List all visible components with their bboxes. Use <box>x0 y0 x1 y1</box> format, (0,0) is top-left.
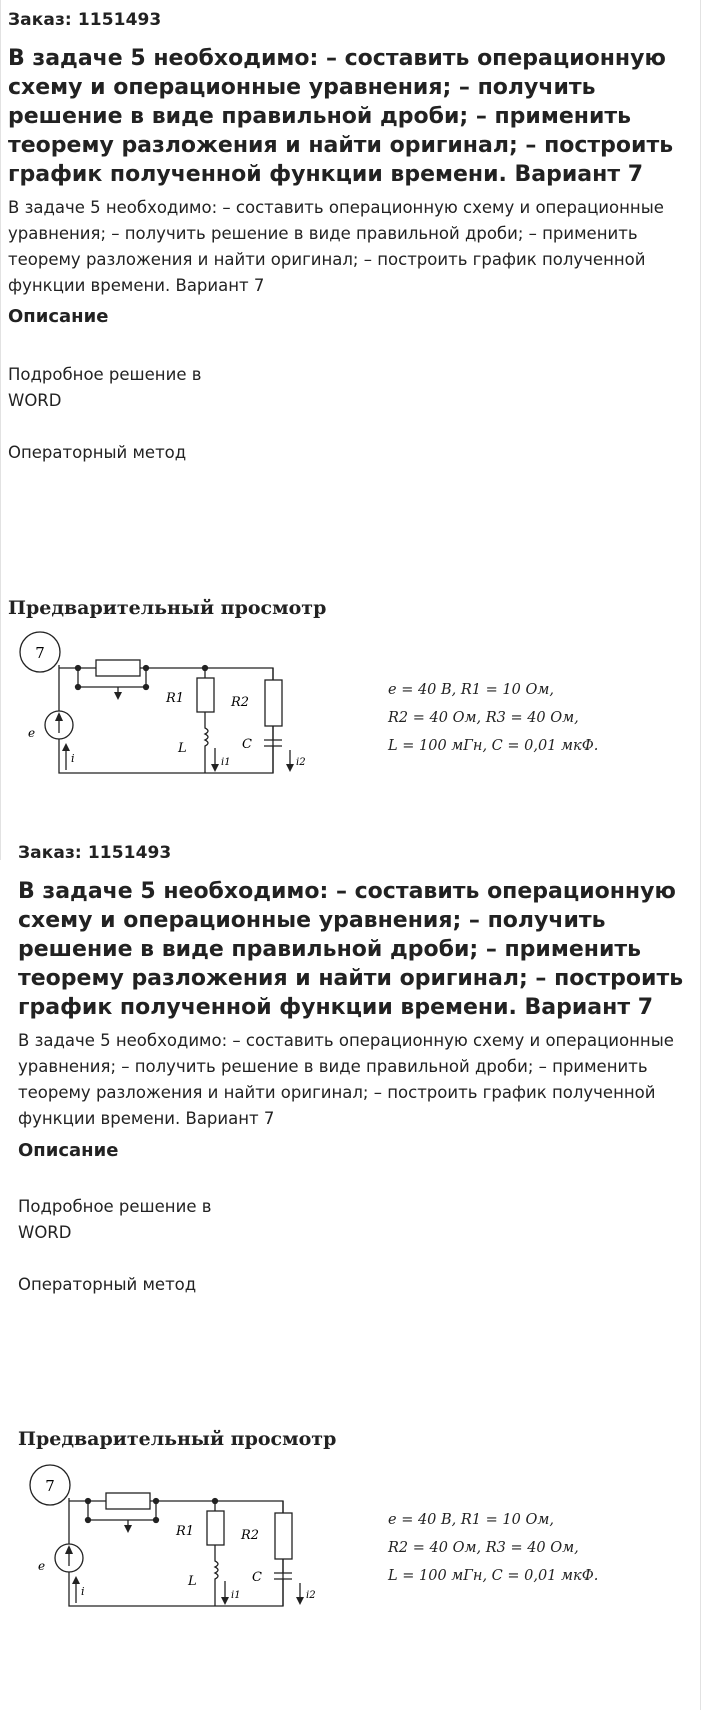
resistor-r1 <box>197 678 214 712</box>
resistor-r2 <box>275 1513 292 1559</box>
preview-heading: Предварительный просмотр <box>18 1428 337 1450</box>
resistor-r1 <box>207 1511 224 1545</box>
preview-heading: Предварительный просмотр <box>8 597 327 619</box>
section-heading-description: Описание <box>18 1140 119 1161</box>
resistor-r3 <box>96 660 140 676</box>
page-title: В задаче 5 необходимо: – составить операционную схему и операционные уравнения; – получить решение в виде правильной дроби; – применить теорему разложения и найти оригинал; – построить график полученной функции времени. Вариант 7 <box>8 46 674 187</box>
label-r1: R1 <box>166 691 185 706</box>
method-note: Операторный метод <box>18 1275 197 1294</box>
label-i1: i1 <box>221 757 231 768</box>
method-note: Операторный метод <box>8 443 187 462</box>
param-line: e = 40 В, R1 = 10 Ом, <box>388 1512 554 1528</box>
short-description: В задаче 5 необходимо: – составить операционную схему и операционные уравнения; – получить решение в виде правильной дроби; – применить теорему разложения и найти оригинал; – построить график полученной функции времени. Вариант 7 <box>18 1031 674 1128</box>
solution-note: Подробное решение в WORD <box>8 365 202 410</box>
product-card-2 <box>18 843 698 1132</box>
label-l: L <box>178 741 187 756</box>
circuit-diagram <box>26 1463 326 1613</box>
label-i2: i2 <box>306 1590 316 1601</box>
param-line: R2 = 40 Ом, R3 = 40 Ом, <box>388 1540 579 1556</box>
circuit-parameters <box>388 676 598 760</box>
page-title: В задаче 5 необходимо: – составить операционную схему и операционные уравнения; – получить решение в виде правильной дроби; – применить теорему разложения и найти оригинал; – построить график полученной функции времени. Вариант 7 <box>18 879 684 1020</box>
param-line: R2 = 40 Ом, R3 = 40 Ом, <box>388 710 579 726</box>
circuit-parameters <box>388 1506 598 1590</box>
resistor-r3 <box>106 1493 150 1509</box>
label-c: C <box>242 737 252 752</box>
variant-number: 7 <box>35 644 45 662</box>
label-l: L <box>188 1574 197 1589</box>
order-number: Заказ: 1151493 <box>8 10 162 30</box>
label-r1: R1 <box>176 1524 195 1539</box>
label-i: i <box>81 1585 85 1598</box>
label-i2: i2 <box>296 757 306 768</box>
product-card-1 <box>8 10 688 299</box>
param-line: L = 100 мГн, C = 0,01 мкФ. <box>388 738 599 754</box>
inductor-l <box>205 712 208 773</box>
param-line: e = 40 В, R1 = 10 Ом, <box>388 682 554 698</box>
label-e: e <box>28 726 36 740</box>
variant-number: 7 <box>45 1477 55 1495</box>
label-c: C <box>252 1570 262 1585</box>
solution-note: Подробное решение в WORD <box>18 1197 212 1242</box>
label-e: e <box>38 1559 46 1573</box>
left-border <box>0 0 1 860</box>
label-r2: R2 <box>241 1528 260 1543</box>
resistor-r2 <box>265 680 282 726</box>
label-i1: i1 <box>231 1590 241 1601</box>
short-description: В задаче 5 необходимо: – составить операционную схему и операционные уравнения; – получить решение в виде правильной дроби; – применить теорему разложения и найти оригинал; – построить график полученной функции времени. Вариант 7 <box>8 198 664 295</box>
label-r2: R2 <box>231 695 250 710</box>
label-i: i <box>71 752 75 765</box>
order-number: Заказ: 1151493 <box>18 843 172 863</box>
inductor-l <box>215 1545 218 1606</box>
circuit-diagram <box>16 630 316 780</box>
param-line: L = 100 мГн, C = 0,01 мкФ. <box>388 1568 599 1584</box>
section-heading-description: Описание <box>8 306 109 327</box>
